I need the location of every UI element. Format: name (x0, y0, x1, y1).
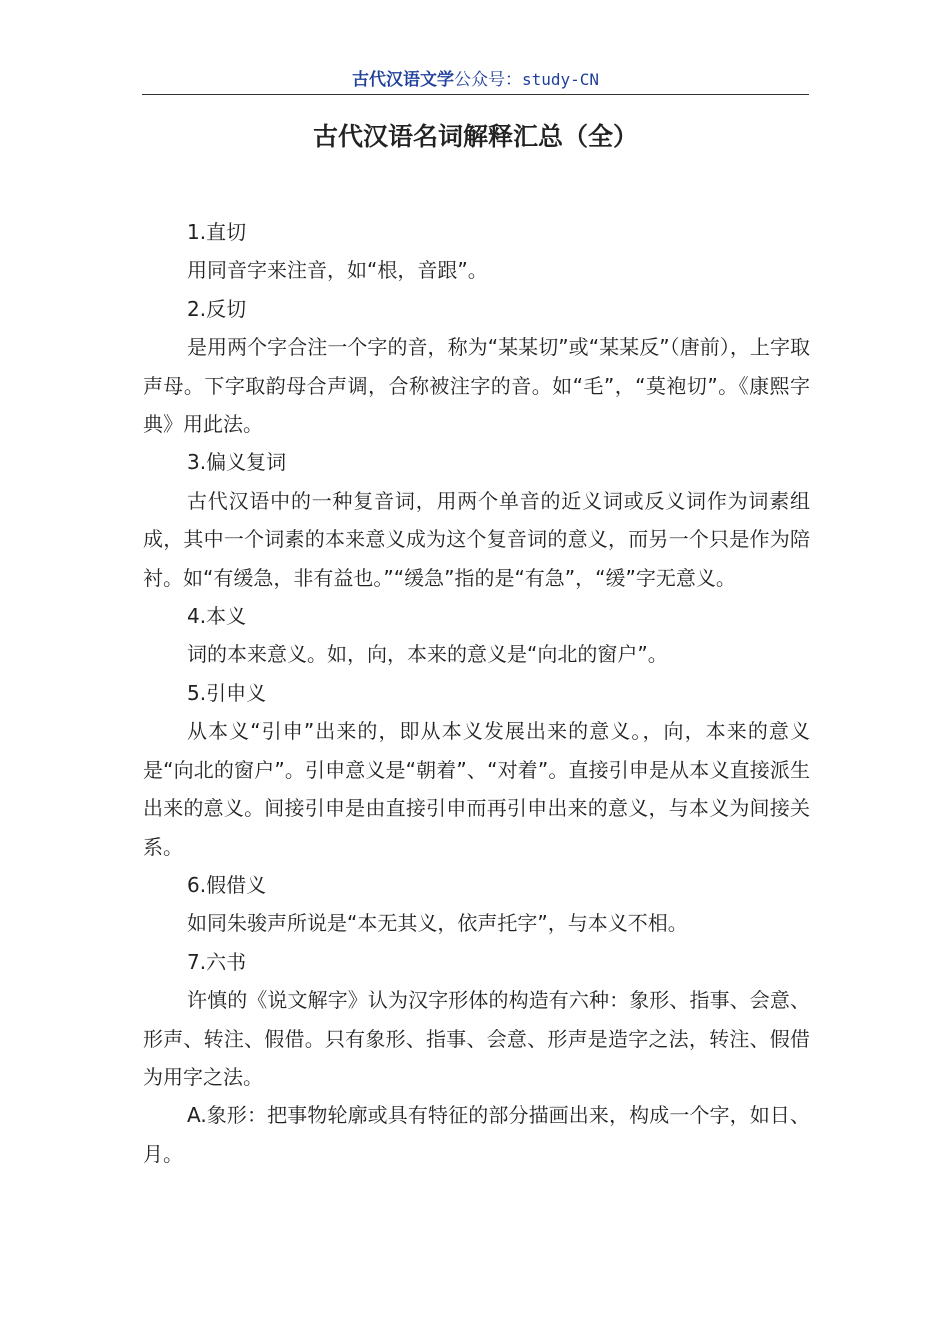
term-heading: 5.引申义 (187, 680, 267, 705)
term-heading: 7.六书 (187, 949, 247, 974)
term-definition: 词的本来意义。如，向，本来的意义是“向北的窗户”。 (187, 642, 668, 667)
term-heading: 3.偏义复词 (187, 450, 287, 475)
document-title: 古代汉语名词解释汇总（全） (312, 122, 638, 151)
term-heading: 2.反切 (187, 296, 247, 321)
document-body (143, 213, 810, 1173)
term-definition: 是用两个字合注一个字的音，称为“某某切”或“某某反”（唐前），上字取声母。下字取韵母合声调，合称被注字的音。如“毛”，“莫袍切”。《康熙字典》用此法。 (143, 335, 810, 437)
term-definition: 古代汉语中的一种复音词，用两个单音的近义词或反义词作为词素组成，其中一个词素的本来意义成为这个复音词的意义，而另一个只是作为陪衬。如“有缓急，非有益也。”“缓急”指的是“有急”，“缓”字无意义。 (143, 488, 810, 590)
term-definition: 许慎的《说文解字》认为汉字形体的构造有六种：象形、指事、会意、形声、转注、假借。只有象形、指事、会意、形声是造字之法，转注、假借为用字之法。 (143, 988, 810, 1089)
header-account-label: 公众号： (453, 70, 522, 90)
page-header (142, 66, 809, 94)
term-definition: A.象形：把事物轮廓或具有特征的部分描画出来，构成一个字，如日、月。 (143, 1103, 810, 1166)
header-account-id: study-CN (521, 70, 600, 89)
header-divider (142, 94, 809, 95)
term-definition: 从本义“引申”出来的，即从本义发展出来的意义。，向，本来的意义是“向北的窗户”。引申意义是“朝着”、“对着”。直接引申是从本义直接派生出来的意义。间接引申是由直接引申而再引申出来的意义，与本义为间接关系。 (143, 719, 810, 859)
header-brand: 古代汉语文学 (351, 70, 454, 90)
term-definition: 用同音字来注音，如“根，音跟”。 (187, 258, 488, 283)
term-heading: 1.直切 (187, 220, 247, 244)
term-heading: 6.假借义 (187, 872, 267, 897)
term-definition: 如同朱骏声所说是“本无其义，依声托字”，与本义不相。 (187, 911, 688, 936)
term-heading: 4.本义 (187, 604, 247, 629)
